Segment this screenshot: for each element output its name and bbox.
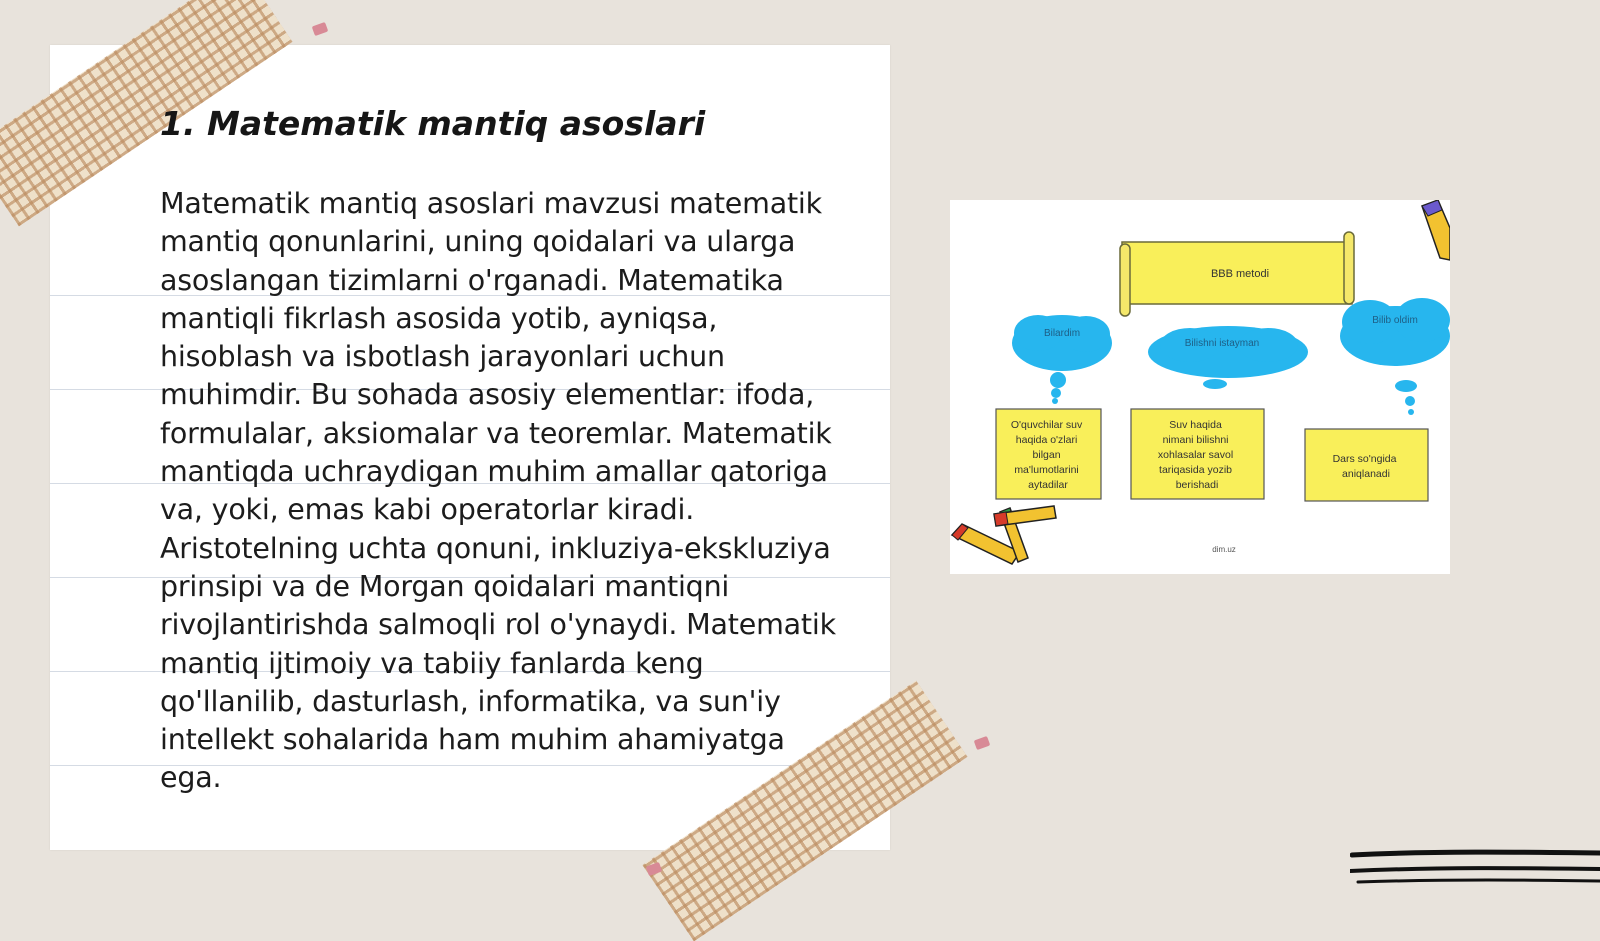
tape-tab <box>312 22 329 36</box>
slide-title: 1. Matematik mantiq asoslari <box>160 104 706 143</box>
thought-cloud <box>1340 298 1450 415</box>
slide-body-text: Matematik mantiq asoslari mavzusi matematik mantiq qonunlarini, uning qoidalari va ularga asoslangan tizimlarni o'rganadi. Matematika mantiqli fikrlash asosida yotib, ayniqsa, hisoblash va isbotlash jarayonlari uchun muhimdir. Bu sohada asosiy elementlar: ifoda, formulalar, aksiomalar va teoremlar. Matematik mantiqda uchraydigan muhim amallar qatoriga va, yoki, emas kabi operatorlar kiradi. Aristotelning uchta qonuni, inkluziya-ekskluziya prinsipi va de Morgan qoidalari mantiqni rivojlantirishda salmoqli rol o'ynaydi. Matematik mantiq ijtimoiy va tabiiy fanlarda keng qo'llanilib, dasturlash, informatika, va sun'iy intellekt sohalarida ham muhim ahamiyatga ega. <box>160 187 836 795</box>
cloud-label: Bilib oldim <box>1372 315 1418 326</box>
source-credit: dim.uz <box>1212 545 1236 554</box>
thought-cloud <box>1148 326 1308 389</box>
crayons-icon <box>952 506 1056 564</box>
cloud-label: Bilardim <box>1043 328 1081 339</box>
tape-tab <box>974 736 991 750</box>
decorative-brush-lines <box>1350 845 1600 895</box>
info-box <box>1305 429 1428 501</box>
info-box <box>1131 409 1264 499</box>
pencil-icon <box>1422 200 1450 260</box>
svg-text:O'quvchilar suv haqida: O'quvchilar suv haqida o'zlari bilgan ma'lumotlarini aytadilar <box>1010 419 1083 491</box>
svg-text:Suv haqida nimani bili: Suv haqida nimani bilishni xohlasalar savol tariqasida yozib berishadi <box>1157 419 1234 491</box>
scroll-title: BBB metodi <box>1210 268 1270 280</box>
scroll-banner <box>1120 232 1354 316</box>
thought-cloud <box>1012 315 1112 404</box>
bbb-method-diagram <box>950 200 1450 574</box>
cloud-label: Bilishni istayman <box>1184 338 1260 349</box>
info-box <box>996 409 1101 499</box>
svg-text:Dars so'ngida aniqlana: Dars so'ngida aniqlanadi <box>1332 453 1397 480</box>
